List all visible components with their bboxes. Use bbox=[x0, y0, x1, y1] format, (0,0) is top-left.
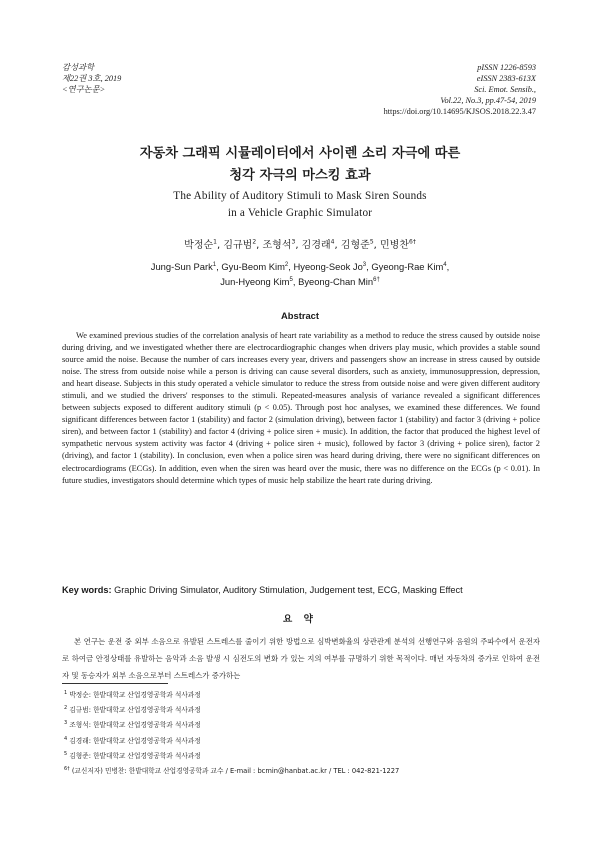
journal-header-left bbox=[62, 62, 121, 95]
author-mark: 1 bbox=[212, 261, 217, 268]
footnote-mark: 1 bbox=[64, 689, 68, 696]
doi-link[interactable]: https://doi.org/10.14695/KJSOS.2018.22.3.47 bbox=[383, 107, 536, 116]
footnote-item bbox=[64, 749, 399, 764]
author-name: 김형준 bbox=[340, 240, 370, 251]
author-mark: 6† bbox=[373, 276, 380, 283]
footnote-text: 김경래: 한밭대학교 산업경영공학과 석사과정 bbox=[69, 736, 201, 745]
author-name: Gyu-Beom Kim bbox=[221, 261, 285, 272]
author-mark: 4 bbox=[330, 238, 335, 246]
footnote-text: 김형준: 한밭대학교 산업경영공학과 석사과정 bbox=[69, 751, 201, 760]
korean-abstract-body: 본 연구는 운전 중 외부 소음으로 유발된 스트레스를 줄이기 위한 방법으로 심박변화율의 상관관계 분석의 선행연구와 음원의 주파수에서 운전자로 하여금 안정상태를 유발하는 음악과 소음 발생 시 심전도의 변화 가 있는 지의 여부를 규명하기 위한 목적이다. 매년 자동차의 증가로 인하여 운전자 및 동승자가 외부 소음으로부터 스트레스가 증가하는 bbox=[62, 637, 540, 681]
author-mark: 4 bbox=[443, 261, 447, 268]
authors-english-line: Jung-Sun Park$^1$, Gyu-Beom Kim$^2$, Hyeong-Seok Jo$^3$, Gyeong-Rae Kim$^4$, bbox=[150, 261, 450, 272]
authors-english bbox=[0, 259, 600, 289]
title-korean-line: 자동차 그래픽 시뮬레이터에서 사이렌 소리 자극에 따른 bbox=[139, 146, 461, 161]
journal-volume: 제22권 3호, 2019 bbox=[62, 74, 122, 83]
title-english bbox=[0, 188, 600, 222]
footnote-text: 박정순: 한밭대학교 산업경영공학과 석사과정 bbox=[69, 691, 201, 699]
title-english-line: The Ability of Auditory Stimuli to Mask Siren Sounds bbox=[173, 190, 427, 202]
korean-abstract-heading: 요 약 bbox=[283, 614, 317, 625]
author-name: 민병찬 bbox=[380, 240, 409, 251]
footnote-item bbox=[64, 703, 399, 718]
author-mark: 1 bbox=[213, 238, 217, 246]
footnote-mark: 5 bbox=[64, 750, 68, 757]
author-mark: 5 bbox=[289, 276, 293, 283]
authors-english-line: Jun-Hyeong Kim$^5$, Byeong-Chan Min$^{6\dagger}$ bbox=[220, 276, 380, 287]
keywords-list: Graphic Driving Simulator, Auditory Stimulation, Judgement test, ECG, Masking Effect bbox=[114, 585, 463, 595]
journal-abbrev: Sci. Emot. Sensib., bbox=[474, 85, 536, 94]
author-name: Gyeong-Rae Kim bbox=[371, 261, 444, 272]
footnote-text: 김규범: 한밭대학교 산업경영공학과 석사과정 bbox=[69, 706, 201, 715]
author-mark: 6† bbox=[409, 238, 416, 246]
author-name: 박정순 bbox=[184, 240, 214, 251]
author-mark: 3 bbox=[291, 238, 296, 246]
author-name: 조형석 bbox=[262, 240, 292, 251]
keywords bbox=[62, 585, 540, 595]
title-english-line: in a Vehicle Graphic Simulator bbox=[227, 207, 373, 219]
abstract-body: We examined previous studies of the correlation analysis of heart rate variability as a method to reduce the stress caused by outside noise during driving, and we investigated whether there are electrocardiographic changes when drivers play music, which provides a stable sound source amid the noise. Because the number of cars increases every year, drivers and passengers show an increase in stress caused by outside noise. The stress from outside noise while a person is driving can cause several disorders, such as anxiety, immunosuppression, depression, and heart disease. Subjects in this study operated a vehicle simulator to reduce the stress from outside noise and were given different auditory stimuli, and we studied the drivers' responses to the stimuli. Repeated-measures analysis of variance revealed a significant differences between subjects exposed to different auditory stimuli (p < 0.05). Through post hoc analyses, we examined these differences. We found significant differences between factor 1 (stability) and factor 2 (simulation driving), between factor 1 (stability) and factor 3 (driving + police siren), and between factor 1 (stability) and factor 4 (driving + police siren + music). In addition, the factor that produced the highest level of sympathetic nervous system activity was factor 4 (driving + police siren + music), followed by factor 3 (driving + police siren), factor 2 (driving), and factor 1 (stability). In conclusion, even when a police siren was heard during driving, there were no significant differences on electrocardiograms (ECGs). In addition, even when the siren was heard over the music, there was no difference on the ECGs (p < 0.01). In future studies, investigators should determine which types of music help stabilize the heart rate during driving. bbox=[62, 331, 540, 485]
footnote-mark: 6† bbox=[64, 765, 70, 772]
footnote-text: (교신저자) 민병찬: 한밭대학교 산업경영공학과 교수 / E-mail : bcmin@hanbat.ac.kr / TEL : 042-821-1227 bbox=[71, 767, 400, 776]
footnote-item bbox=[64, 718, 399, 733]
footnote-item bbox=[64, 764, 399, 779]
author-name: Jun-Hyeong Kim bbox=[220, 276, 290, 287]
author-mark: 2 bbox=[284, 261, 289, 268]
title-korean bbox=[0, 143, 600, 187]
eissn: eISSN 2383-613X bbox=[476, 74, 536, 83]
footnote-text: 조형석: 한밭대학교 산업경영공학과 석사과정 bbox=[69, 721, 201, 730]
author-mark: 2 bbox=[252, 238, 257, 246]
author-name: Jung-Sun Park bbox=[150, 261, 213, 272]
pissn: pISSN 1226-8593 bbox=[477, 63, 536, 72]
footnotes bbox=[64, 688, 399, 779]
footnote-item bbox=[64, 734, 399, 749]
author-name: Byeong-Chan Min bbox=[298, 276, 374, 287]
abstract-heading: Abstract bbox=[280, 310, 320, 321]
author-name: 김경래 bbox=[301, 240, 331, 251]
volume-pages: Vol.22, No.3, pp.47-54, 2019 bbox=[440, 96, 536, 105]
journal-header-right bbox=[384, 62, 536, 117]
journal-name: 감성과학 bbox=[62, 63, 95, 72]
footnote-divider bbox=[62, 683, 168, 684]
authors-korean: 박정순$^1$, 김규범$^2$, 조형석$^3$, 김경래$^4$, 김형준$^5$, 민병찬$^{6\dagger}$ bbox=[184, 238, 416, 251]
title-korean-line: 청각 자극의 마스킹 효과 bbox=[229, 168, 371, 183]
footnote-mark: 3 bbox=[64, 720, 68, 727]
author-name: Hyeong-Seok Jo bbox=[293, 261, 363, 272]
footnote-item bbox=[64, 688, 399, 703]
article-type: <연구논문> bbox=[62, 85, 106, 94]
keywords-label: Key words: bbox=[62, 585, 112, 595]
footnote-mark: 4 bbox=[64, 735, 68, 742]
footnote-mark: 2 bbox=[64, 704, 68, 711]
author-mark: 3 bbox=[362, 261, 367, 268]
author-mark: 5 bbox=[369, 238, 374, 246]
author-name: 김규범 bbox=[223, 240, 253, 251]
